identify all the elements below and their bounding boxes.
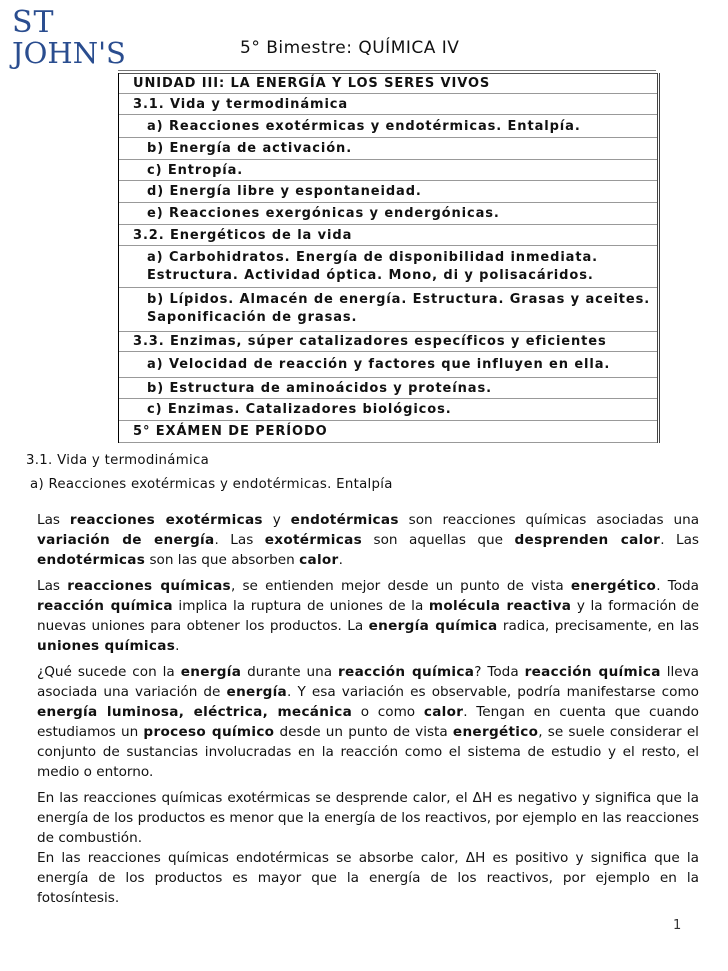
outline-row-text: c) Entropía. (147, 162, 244, 178)
outline-row-text: d) Energía libre y espontaneidad. (147, 184, 422, 199)
logo-line-1: ST (12, 5, 55, 40)
bold-term: exotérmicas (264, 532, 362, 548)
outline-row-text: b) Energía de activación. (147, 141, 353, 156)
outline-row (119, 352, 657, 378)
unit-outline-table (118, 73, 660, 443)
outline-row-text: e) Reacciones exergónicas y endergónicas. (147, 206, 500, 221)
body-paragraph: Las reacciones químicas, se entienden mejor desde un punto de vista energético. Toda reacción química implica la ruptura de uniones de la molécula reactiva y la formación de nuevas uniones para obtener los productos. La energía química radica, precisamente, en las uniones químicas. (37, 578, 700, 654)
bold-term: proceso químico (143, 724, 275, 740)
outline-row-text: 3.3. Enzimas, súper catalizadores específicos y eficientes (133, 334, 607, 349)
outline-row (119, 225, 657, 246)
outline-row (119, 378, 657, 399)
bold-term: energía química (368, 618, 498, 634)
bold-term: molécula reactiva (428, 598, 572, 614)
outline-row (119, 138, 657, 160)
outline-row (119, 181, 657, 203)
bold-term: calor (299, 552, 339, 568)
outline-row (119, 288, 657, 332)
subsection-heading: a) Reacciones exotérmicas y endotérmicas. Entalpía (30, 477, 393, 492)
outline-row-text-line2: Saponificación de grasas. (147, 310, 358, 325)
outline-row-text: 5° EXÁMEN DE PERÍODO (133, 424, 328, 439)
bold-term: energético (452, 724, 539, 740)
outline-row (119, 73, 657, 94)
outline-row (119, 332, 657, 352)
outline-row-text: b) Estructura de aminoácidos y proteínas. (147, 380, 492, 396)
body-paragraph: En las reacciones químicas exotérmicas se desprende calor, el ΔH es negativo y significa que la energía de los productos es menor que la energía de los reactivos, por ejemplo en las reacciones de combustión. (37, 790, 699, 846)
bold-term: energía (226, 684, 288, 700)
bold-term: calor (423, 704, 464, 720)
bold-term: uniones químicas (37, 638, 176, 654)
outline-row-text: 3.2. Energéticos de la vida (133, 227, 353, 243)
header-divider (118, 70, 656, 71)
outline-row (119, 160, 657, 181)
outline-row (119, 246, 657, 288)
outline-row (119, 399, 657, 421)
bold-term: energía luminosa, eléctrica, mecánica (37, 704, 353, 720)
page-header-title: 5° Bimestre: QUÍMICA IV (240, 38, 460, 58)
page-number: 1 (673, 918, 682, 933)
bold-term: endotérmicas (37, 552, 146, 568)
section-heading: 3.1. Vida y termodinámica (26, 453, 210, 468)
school-logo (12, 5, 126, 70)
body-paragraph: ¿Qué sucede con la energía durante una reacción química? Toda reacción química lleva asociada una variación de energía. Y esa variación es observable, podría manifestarse como energía luminosa, eléctrica, mecánica o como calor. Tengan en cuenta que cuando estudiamos un proceso químico desde un punto de vista energético, se suele considerar el conjunto de sustancias involucradas en la reacción como el sistema de estudio y el resto, el medio o entorno. (37, 664, 699, 780)
bold-term: reacciones químicas (67, 578, 231, 594)
outline-row-text: a) Carbohidratos. Energía de disponibilidad inmediata. (147, 250, 598, 265)
outline-row-text: UNIDAD III: LA ENERGÍA Y LOS SERES VIVOS (133, 76, 491, 91)
bold-term: desprenden calor (514, 532, 661, 548)
bold-term: endotérmicas (290, 512, 399, 528)
logo-line-2: JOHN'S (12, 36, 126, 70)
bold-term: reacciones exotérmicas (69, 512, 263, 528)
outline-row (119, 203, 657, 225)
bold-term: reacción química (37, 598, 173, 614)
body-paragraph: En las reacciones químicas endotérmicas se absorbe calor, ΔH es positivo y significa que la energía de los productos es mayor que la energía de los reactivos, por ejemplo en la fotosíntesis. (37, 850, 699, 906)
outline-row (119, 421, 657, 443)
outline-row-text: c) Enzimas. Catalizadores biológicos. (147, 402, 452, 417)
body-text (37, 510, 699, 914)
bold-term: energético (570, 578, 657, 594)
outline-row-text: b) Lípidos. Almacén de energía. Estructura. Grasas y aceites. (147, 292, 651, 307)
outline-row (119, 115, 657, 138)
bold-term: energía (180, 664, 242, 680)
outline-row-text: a) Reacciones exotérmicas y endotérmicas. Entalpía. (147, 118, 581, 134)
outline-row-text: a) Velocidad de reacción y factores que influyen en ella. (147, 357, 611, 372)
bold-term: reacción química (524, 664, 661, 680)
outline-row-text-line2: Estructura. Actividad óptica. Mono, di y polisacáridos. (147, 268, 594, 283)
bold-term: reacción química (338, 664, 475, 680)
outline-row-text: 3.1. Vida y termodinámica (133, 96, 349, 112)
outline-row (119, 94, 657, 115)
bold-term: variación de energía (37, 532, 215, 548)
body-paragraph: Las reacciones exotérmicas y endotérmicas son reacciones químicas asociadas una variación de energía. Las exotérmicas son aquellas que desprenden calor. Las endotérmicas son las que absorben calor. (37, 512, 700, 568)
